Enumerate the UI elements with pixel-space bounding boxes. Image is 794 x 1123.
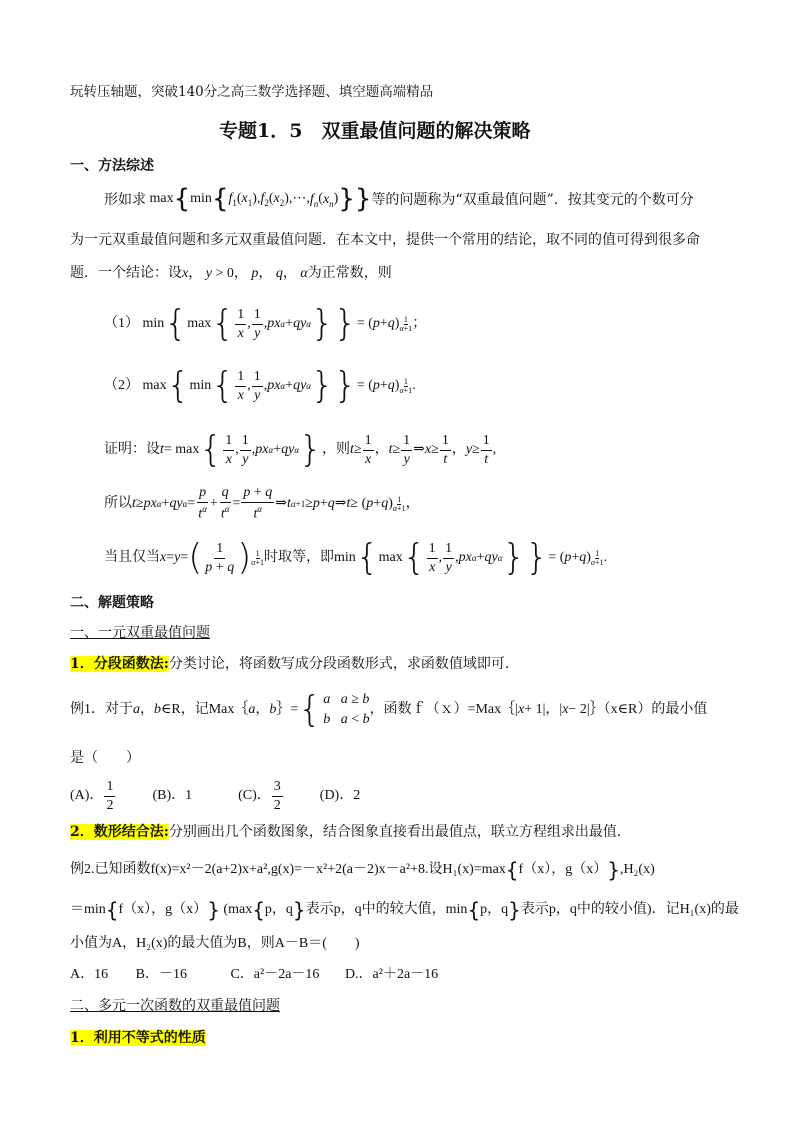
option-c-label: (C)． [238, 788, 271, 803]
method-2-label: 2．数形结合法: [70, 824, 169, 840]
ex1-text-e: ｝（x∈R）的最小值 [589, 702, 708, 717]
ex2-text-2b: f（x），g（x） [118, 902, 208, 917]
section-heading-2: 二、解题策略 [70, 595, 154, 611]
proof-line-2: 所以 t ≥ px α + qy α = $\frac{p}{t^\alpha}$ + $\frac{q}{t^\alpha}$ = $\frac{p + q}{t^\alpha}$ ⇒ t α+1 ≥ p + q ⇒ t ≥ ( p + q ) 1 α+1 ， [104, 485, 420, 522]
proof-label: 证明：设 [104, 442, 160, 457]
intro-text-3b: 为正常数，则 [307, 265, 392, 281]
ex2-option-c: C．a²－2a－16 [230, 967, 320, 982]
example-1-line-1: 例1．对于 a ， b ∈R ，记Max｛ a ， b ｝= { a a ≥ b b a < b ，函数ｆ（ｘ）=Max｛ | x + 1|，| x − 2| ｝（x∈R）的最小值 [70, 689, 708, 730]
ex2-text-1: 例2.已知函数f(x)=x²－2(a+2)x+a²,g(x)=－x²+2(a－2)x－a²+8.设H₁(x)=max [70, 862, 506, 877]
intro-text-b: 等的问题称为“双重最值问题”．按其变元的个数可分 [371, 192, 694, 208]
example-2-line-1: 例2.已知函数f(x)=x²－2(a+2)x+a²,g(x)=－x²+2(a－2)x－a²+8.设H₁(x)=max { f（x），g（x） } ,H₂(x) [70, 858, 655, 882]
ex2-option-b: B．－16 [135, 967, 187, 982]
formula-max-min: $\max\{\min\{f_1(x_1),f_2(x_2),\cdots,f_n(x_n)\}\}$ [146, 184, 372, 215]
piecewise-def: { a a ≥ b b a < b [298, 689, 370, 730]
item-1-label: （1） [104, 316, 139, 331]
intro-line-2: 为一元双重最值问题和多元双重最值问题．在本文中，提供一个常用的结论，取不同的值可得到很多命 [70, 232, 700, 248]
formula-conditions: x， y > 0， p， q， α [182, 266, 308, 281]
method-3-label: 1．利用不等式的性质 [70, 1030, 206, 1046]
formula-item-1: （1） min { max { $\frac{1}{x}$ , $\frac{1}{y}$ , px α + qy α }} = ( p + q ) 1 α+1 ； [104, 303, 427, 344]
ex2-text-2f: p，q [480, 902, 509, 917]
when-mid: 时取等，即 [263, 550, 334, 565]
subsection-1: 一、一元双重最值问题 [70, 625, 210, 641]
example-2-options [70, 965, 438, 985]
method-2-text: 分别画出几个函数图象，结合图象直接看出最值点，联立方程组求出最值． [168, 824, 631, 840]
option-d: (D)．2 [319, 788, 361, 803]
formula-item-2: （2） max { min { $\frac{1}{x}$ , $\frac{1}{y}$ , px α + qy α }} = ( p + q ) 1 α+1 . [104, 365, 416, 406]
when-label: 当且仅当 [104, 550, 160, 565]
example-2-line-2: ＝min { f（x），g（x） } (max { p，q } 表示p，q中的较大值，min { p，q } 表示p，q中的较小值)．记H₁(x)的最 [70, 898, 739, 922]
proof-line-3: 当且仅当 x = y = ( $\frac{1}{p + q}$ ) 1 α+1 时取等，即 min { max { $\frac{1}{x}$ , $\frac{1}{y}$ , px α + qy α }} = ( p + q ) 1 α+1 . [104, 537, 608, 578]
subsection-2: 二、多元一次函数的双重最值问题 [70, 998, 280, 1014]
method-1-label: 1．分段函数法: [70, 656, 169, 672]
ex1-text-a: 例1．对于 [70, 702, 133, 717]
example-1-line-2: 是（ ） [70, 750, 140, 766]
intro-line-1 [104, 186, 694, 214]
option-a-label: (A)． [70, 788, 104, 803]
method-1-text: 分类讨论，将函数写成分段函数形式，求函数值域即可． [168, 656, 519, 672]
section-heading-1: 一、方法综述 [70, 158, 154, 174]
method-2 [70, 822, 631, 842]
ex2-text-1b: f（x），g（x） [518, 862, 608, 877]
ex2-text-2c: (max [223, 902, 253, 917]
proof-then: ，则 [322, 442, 351, 457]
ex1-text-d: ，函数ｆ（ｘ）=Max｛ [369, 702, 516, 717]
ex2-text-1c: ,H₂(x) [619, 862, 655, 877]
method-1 [70, 654, 519, 674]
header-subtitle: 玩转压轴题，突破140分之高三数学选择题、填空题高端精品 [70, 84, 434, 100]
ex2-text-2a: ＝min [70, 902, 106, 917]
ex2-option-a: A．16 [70, 967, 109, 982]
ex2-text-2g: 表示p，q中的较小值)．记H₁(x)的最 [520, 902, 739, 917]
ex2-text-2d: p，q [264, 902, 293, 917]
option-b: (B)．1 [152, 788, 193, 803]
example-2-line-3: 小值为A，H₂(x)的最大值为B，则A－B＝( ) [70, 936, 360, 951]
example-1-options: (A)． $\frac{1}{2}$ (B)．1 (C)． $\frac{3}{2}$ (D)．2 [70, 778, 361, 813]
ex1-text-b: ，记Max｛ [180, 702, 249, 717]
intro-text-a: 形如求 [104, 192, 146, 208]
intro-text-3: 题．一个结论：设 [70, 265, 182, 281]
ex2-text-2e: 表示p，q中的较大值，min [305, 902, 468, 917]
intro-line-3 [70, 263, 392, 284]
proof-line-1: 证明：设 t = max { $\frac{1}{x}$ , $\frac{1}{y}$ , px α + qy α } ，则 t ≥ $\frac{1}{x}$ ， t ≥ $\frac{1}{y}$ ⇒ x ≥ $\frac{1}{t}$ ， y ≥ $\frac{1}{t}$ , [104, 429, 497, 470]
ex2-option-d: D.．a²＋2a－16 [344, 967, 439, 982]
method-3 [70, 1028, 206, 1048]
item-2-label: （2） [104, 378, 139, 393]
page-title: 专题1．5 双重最值问题的解决策略 [219, 120, 531, 142]
so-label: 所以 [104, 496, 132, 511]
ex1-text-c: ｝= [276, 702, 299, 717]
